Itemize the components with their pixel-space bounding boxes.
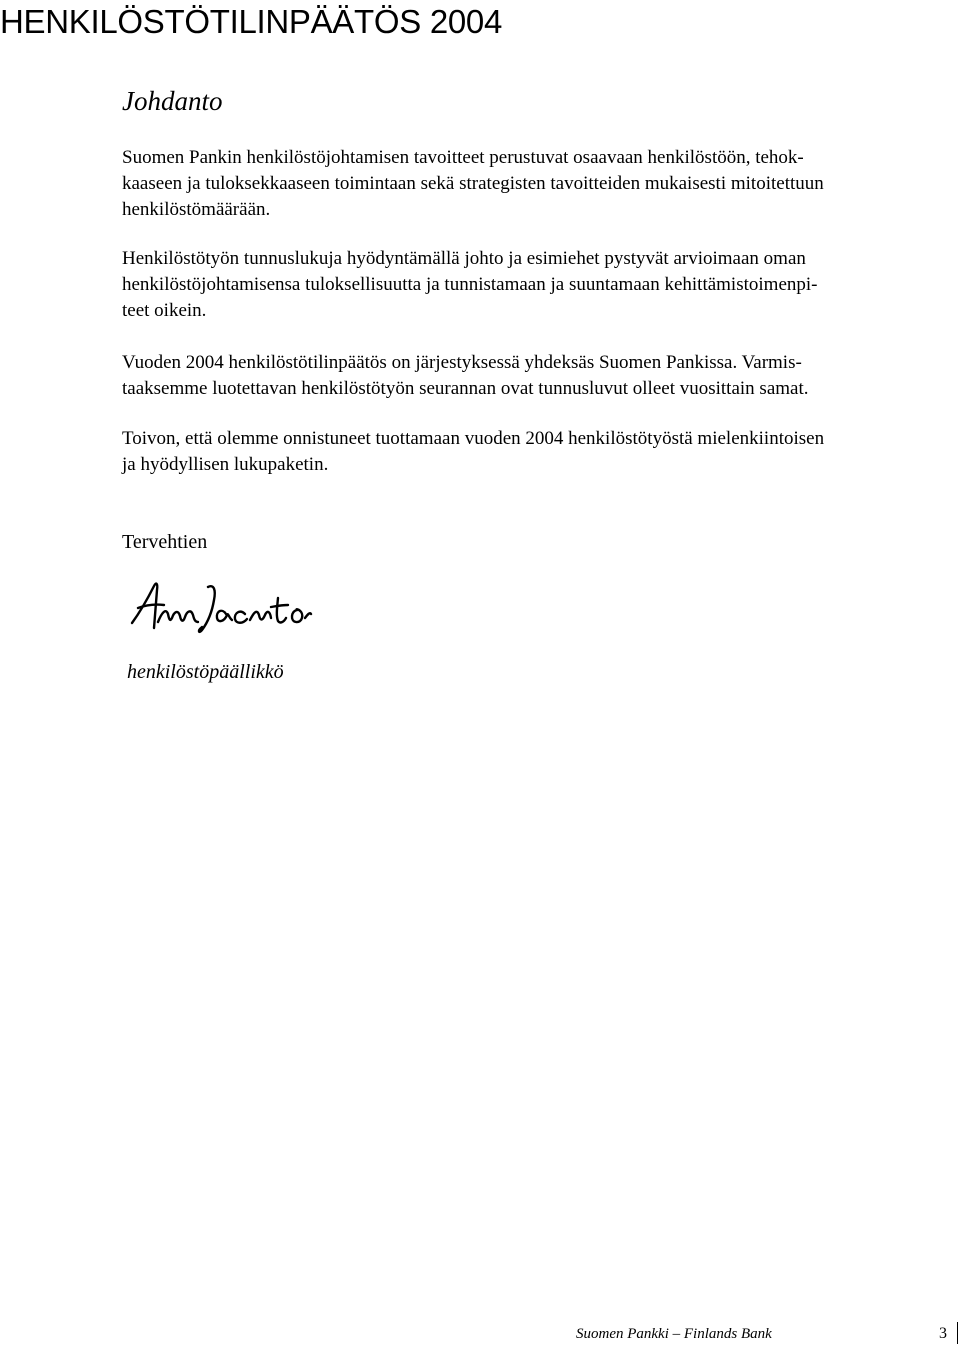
signer-title: henkilöstöpäällikkö bbox=[127, 661, 284, 683]
page-footer bbox=[0, 1320, 960, 1345]
page-title: HENKILÖSTÖTILINPÄÄTÖS 2004 bbox=[0, 3, 503, 40]
section-heading: Johdanto bbox=[122, 86, 223, 116]
intro-paragraph-2: Henkilöstötyön tunnuslukuja hyödyntämällä johto ja esimiehet pystyvät arvioimaan oman henkilöstöjohtamisensa tuloksellisuutta ja tunnistamaan ja suuntamaan kehittämistoimenpi- teet oikein. bbox=[122, 248, 818, 321]
footer-publisher: Suomen Pankki – Finlands Bank bbox=[576, 1326, 772, 1342]
handwritten-signature bbox=[128, 578, 348, 640]
closing-greeting: Tervehtien bbox=[122, 531, 208, 553]
page-number: 3 bbox=[939, 1325, 947, 1342]
intro-paragraph-3: Vuoden 2004 henkilöstötilinpäätös on järjestyksessä yhdeksäs Suomen Pankissa. Varmis- taaksemme luotettavan henkilöstötyön seurannan ovat tunnusluvut olleet vuosittain samat. bbox=[122, 352, 809, 399]
intro-paragraph-1: Suomen Pankin henkilöstöjohtamisen tavoitteet perustuvat osaavaan henkilöstöön, tehok- kaaseen ja tuloksekkaaseen toimintaan sekä strategisten tavoitteiden mukaisesti mitoitettuun henkilöstömäärään. bbox=[122, 147, 824, 220]
intro-paragraph-4: Toivon, että olemme onnistuneet tuottamaan vuoden 2004 henkilöstötyöstä mielenkiintoisen ja hyödyllisen lukupaketin. bbox=[122, 428, 825, 475]
footer-divider bbox=[957, 1322, 958, 1344]
